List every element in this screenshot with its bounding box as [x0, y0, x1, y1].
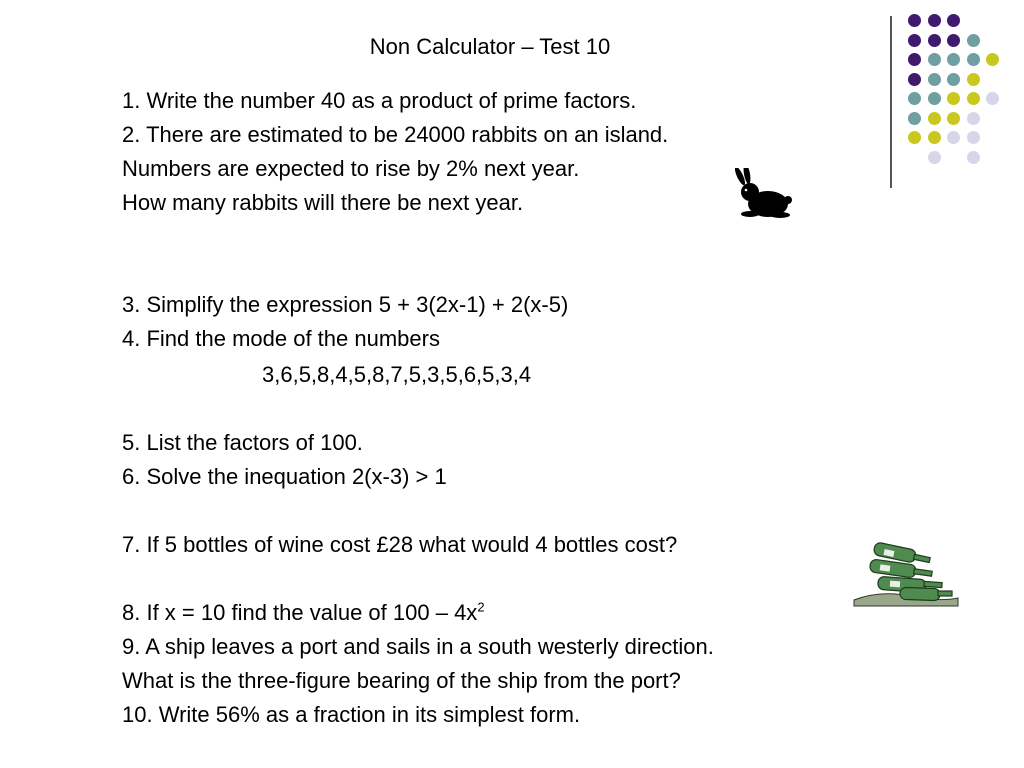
- question-9-line-2: What is the three-figure bearing of the ship from the port?: [122, 668, 681, 693]
- wine-bottles-icon: [850, 540, 960, 610]
- question-9-line-1: 9. A ship leaves a port and sails in a south westerly direction.: [122, 634, 714, 659]
- decorative-dot: [908, 131, 921, 144]
- slide-title: Non Calculator – Test 10: [369, 34, 611, 59]
- decorative-dot: [947, 112, 960, 125]
- question-3: 3. Simplify the expression 5 + 3(2x-1) + 2(x-5): [122, 292, 569, 317]
- decorative-dot: [947, 131, 960, 144]
- decorative-dot: [928, 92, 941, 105]
- decorative-dot: [967, 112, 980, 125]
- decorative-dot: [928, 53, 941, 66]
- question-8: [122, 598, 485, 628]
- question-8-text: 8. If x = 10 find the value of 100 – 4x: [122, 600, 478, 625]
- decorative-dot: [928, 131, 941, 144]
- question-8-exponent: 2: [477, 599, 485, 615]
- decorative-dot: [928, 151, 941, 164]
- question-2-line-1: 2. There are estimated to be 24000 rabbits on an island.: [122, 122, 669, 147]
- question-4-numbers: 3,6,5,8,4,5,8,7,5,3,5,6,5,3,4: [262, 362, 532, 387]
- decorative-dot: [947, 53, 960, 66]
- question-1: 1. Write the number 40 as a product of prime factors.: [122, 88, 637, 113]
- decorative-dot: [947, 92, 960, 105]
- decorative-dot: [928, 34, 941, 47]
- decorative-dot: [967, 53, 980, 66]
- decorative-dot: [928, 73, 941, 86]
- decorative-dot-grid: [908, 14, 1008, 164]
- decorative-dot: [967, 34, 980, 47]
- rabbit-icon: [730, 168, 794, 222]
- decorative-dot: [986, 53, 999, 66]
- decorative-dot: [947, 34, 960, 47]
- question-2-line-2: Numbers are expected to rise by 2% next year.: [122, 156, 580, 181]
- decorative-dot: [908, 112, 921, 125]
- question-5: 5. List the factors of 100.: [122, 430, 363, 455]
- decorative-dot: [967, 73, 980, 86]
- question-4-line-1: 4. Find the mode of the numbers: [122, 326, 440, 351]
- question-2-line-3: How many rabbits will there be next year.: [122, 190, 524, 215]
- decorative-dot: [908, 53, 921, 66]
- decorative-dot: [947, 14, 960, 27]
- decorative-dot: [947, 73, 960, 86]
- decorative-dot: [928, 14, 941, 27]
- decorative-dot: [908, 14, 921, 27]
- question-6: 6. Solve the inequation 2(x-3) > 1: [122, 464, 447, 489]
- decorative-dot: [967, 131, 980, 144]
- decorative-dot: [967, 92, 980, 105]
- decorative-dot: [967, 151, 980, 164]
- decorative-dot: [928, 112, 941, 125]
- decorative-dot: [986, 92, 999, 105]
- decorative-dot: [908, 92, 921, 105]
- decorative-dot: [908, 34, 921, 47]
- decorative-dot: [908, 73, 921, 86]
- question-7: 7. If 5 bottles of wine cost £28 what would 4 bottles cost?: [122, 532, 678, 557]
- question-10: 10. Write 56% as a fraction in its simplest form.: [122, 702, 581, 727]
- vertical-divider: [890, 16, 892, 188]
